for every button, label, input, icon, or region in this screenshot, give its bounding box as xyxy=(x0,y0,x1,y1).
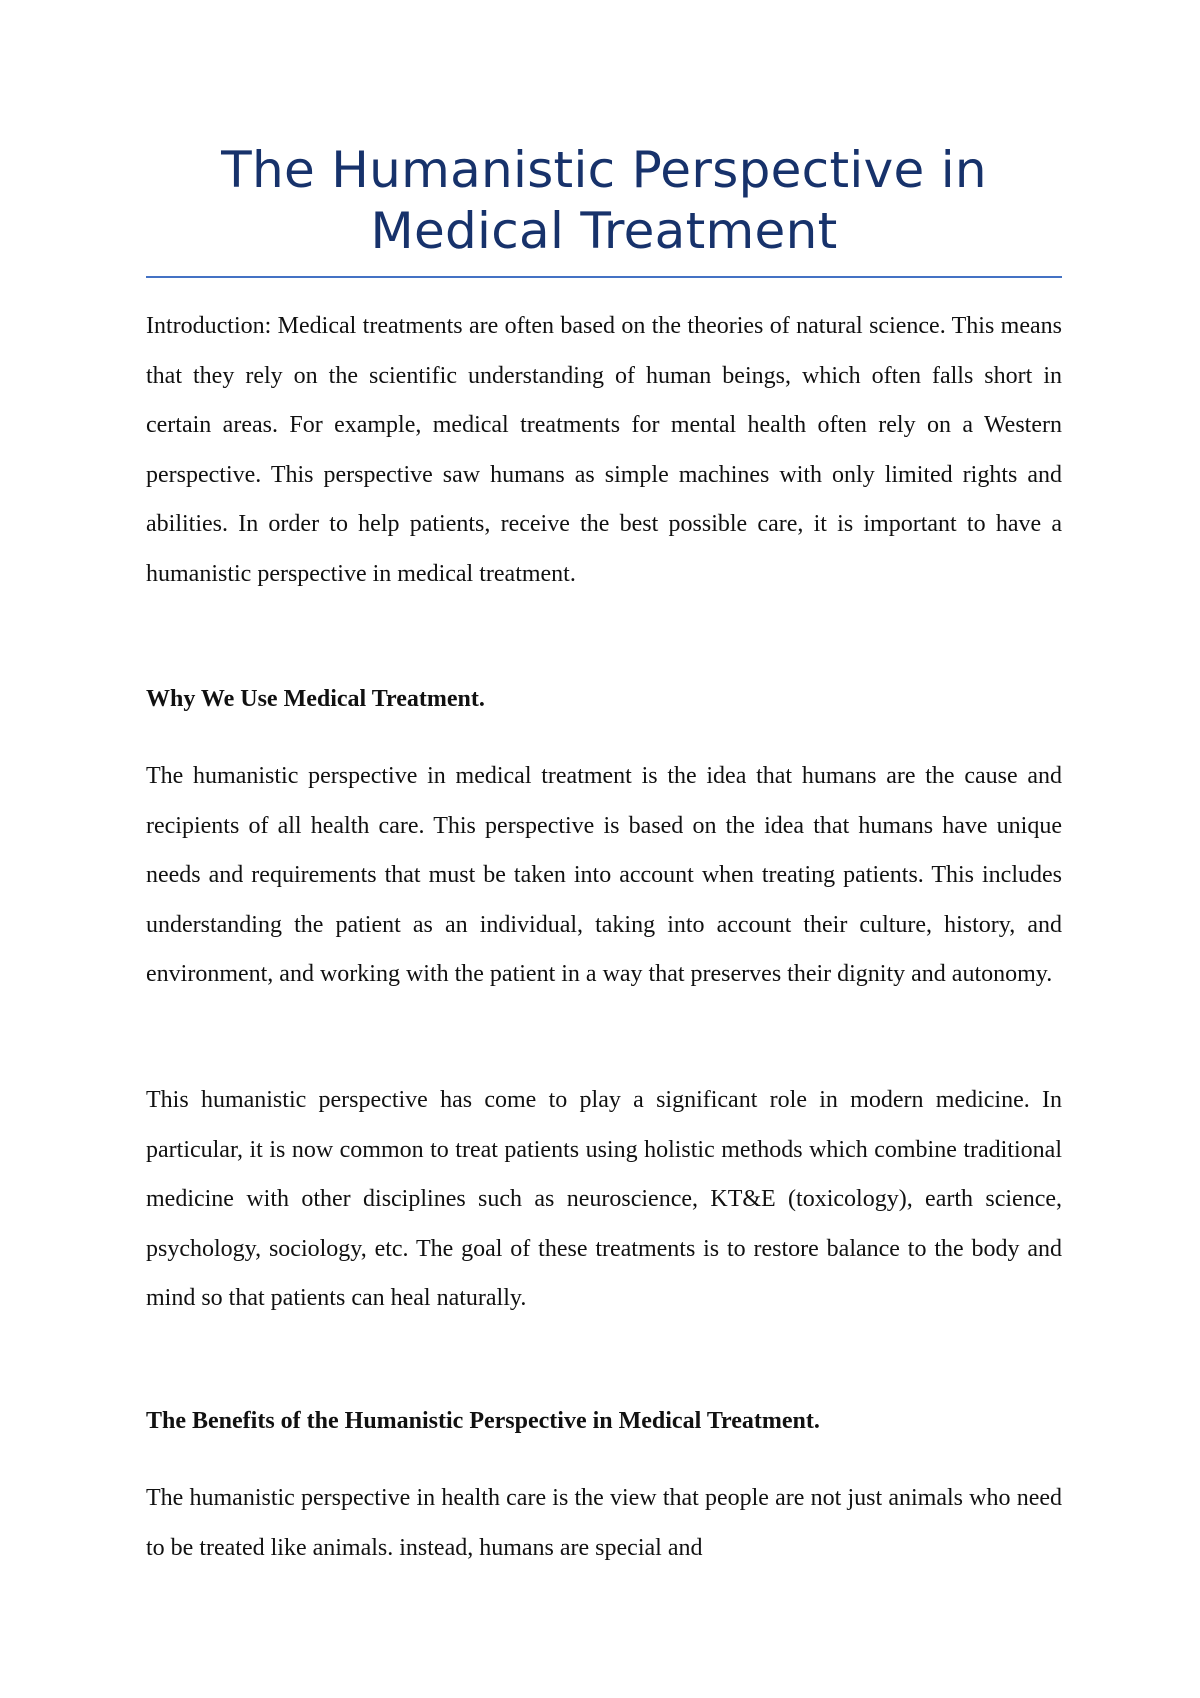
document-title: The Humanistic Perspective in Medical Treatment xyxy=(221,141,987,260)
benefits-paragraph-1: The humanistic perspective in health care is the view that people are not just animals who need to be treated like animals. instead, humans are special and xyxy=(146,1485,1062,1561)
why-paragraph-2: This humanistic perspective has come to play a significant role in modern medicine. In particular, it is now common to treat patients using holistic methods which combine traditional medicine with other disciplines such as neuroscience, KT&E (toxicology), earth science, psychology, sociology, etc. The goal of these treatments is to restore balance to the body and mind so that patients can heal naturally. xyxy=(146,1087,1062,1311)
why-paragraph-1: The humanistic perspective in medical treatment is the idea that humans are the cause and recipients of all health care. This perspective is based on the idea that humans have unique needs and requirements that must be taken into account when treating patients. This includes understanding the patient as an individual, taking into account their culture, history, and environment, and working with the patient in a way that preserves their dignity and autonomy. xyxy=(146,763,1062,987)
title-underline xyxy=(146,276,1062,278)
section-heading-why-we-use-medical-treatment: Why We Use Medical Treatment. xyxy=(146,686,485,712)
intro-paragraph: Introduction: Medical treatments are often based on the theories of natural science. This means that they rely on the scientific understanding of human beings, which often falls short in certain areas. For example, medical treatments for mental health often rely on a Western perspective. This perspective saw humans as simple machines with only limited rights and abilities. In order to help patients, receive the best possible care, it is important to have a humanistic perspective in medical treatment. xyxy=(146,313,1062,587)
section-heading-benefits: The Benefits of the Humanistic Perspective in Medical Treatment. xyxy=(146,1408,820,1434)
